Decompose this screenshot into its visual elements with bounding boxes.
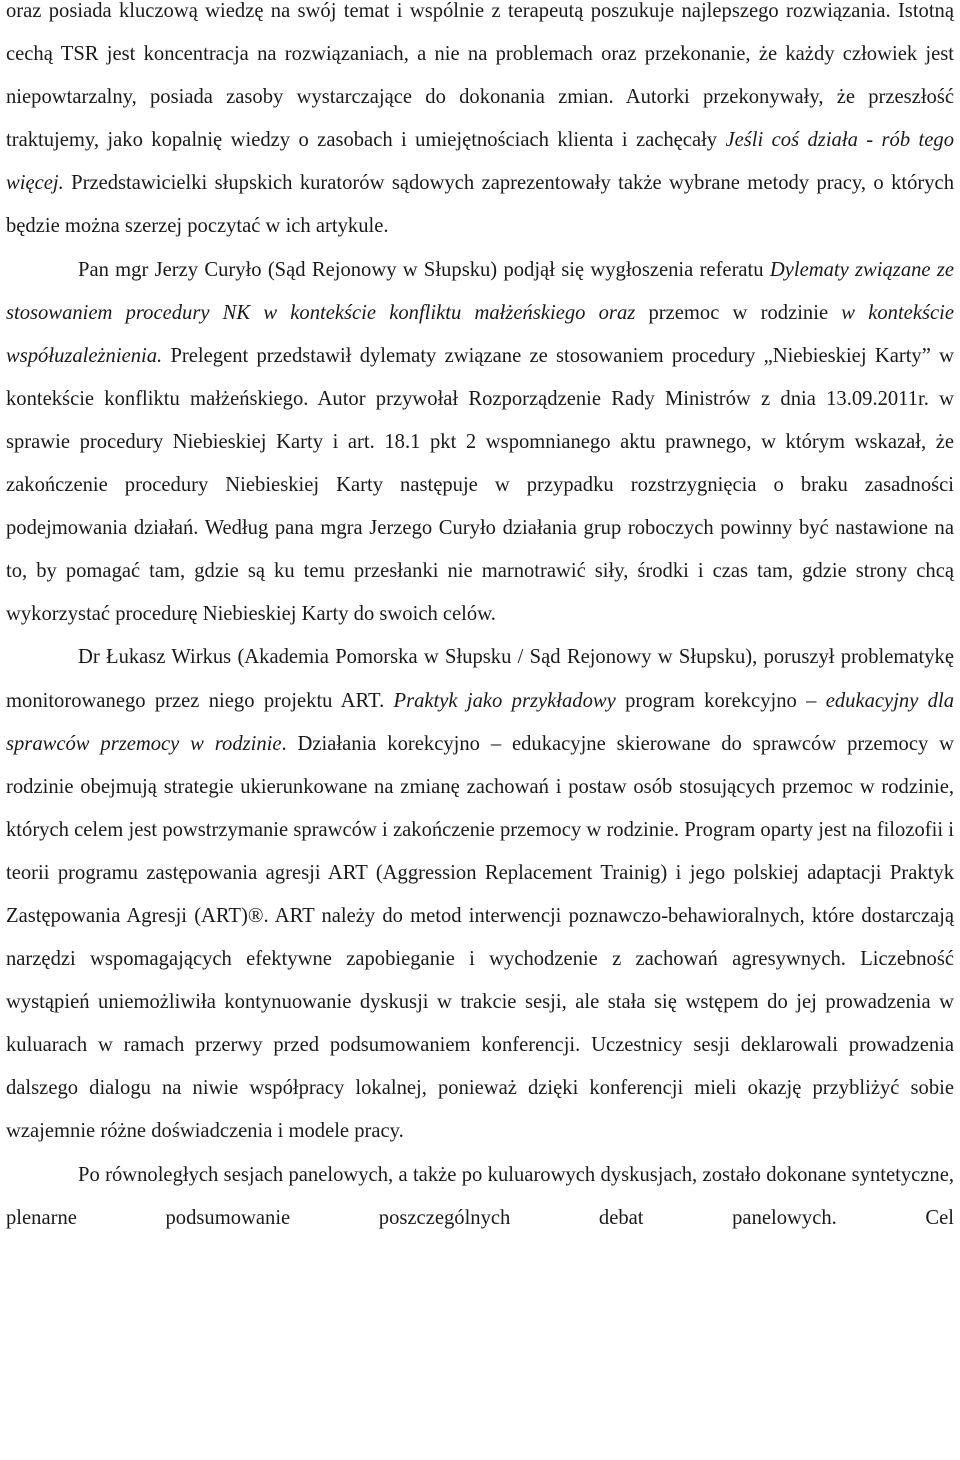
text-run: oraz posiada kluczową wiedzę na swój temat i wspólnie z terapeutą poszukuje najlepszego rozwiązania. Istotną cechą TSR jest koncentracja na rozwiązaniach, a nie na problemach oraz przekonanie, że każdy człowiek jest niepowtarzalny, posiada zasoby wystarczające do dokonania zmian. Autorki przekonywały, że przeszłość traktujemy, jako kopalnię wiedzy o zasobach i umiejętnościach klienta i zachęcały [6, 0, 954, 152]
text-run: program korekcyjno – [615, 689, 826, 712]
text-run: Po równoległych sesjach panelowych, a także po kuluarowych dyskusjach, zostało dokonane syntetyczne, plenarne podsumowanie poszczególnych debat panelowych. Cel [6, 1163, 954, 1229]
paragraph-curylo [6, 249, 954, 637]
text-run: Prelegent przedstawił dylematy związane ze stosowaniem procedury „Niebieskiej Karty” w kontekście konfliktu małżeńskiego. Autor przywołał Rozporządzenie Rady Ministrów z dnia 13.09.2011r. w sprawie procedury Niebieskiej Karty i art. 18.1 pkt 2 wspomnianego aktu prawnego, w którym wskazał, że zakończenie procedury Niebieskiej Karty następuje w przypadku rozstrzygnięcia o braku zasadności podejmowania działań. Według pana mgra Jerzego Curyło działania grup roboczych powinny być nastawione na to, by pomagać tam, gdzie są ku temu przesłanki nie marnotrawić siły, środki i czas tam, gdzie strony chcą wykorzystać procedurę Niebieskiej Karty do swoich celów. [6, 344, 954, 626]
text-run: przemoc w rodzinie [635, 301, 842, 324]
paragraph-wirkus [6, 636, 954, 1153]
text-run: Pan mgr Jerzy Curyło (Sąd Rejonowy w Słupsku) podjął się wygłoszenia referatu [78, 258, 770, 281]
italic-run: w kontekście współuzależnienia. [6, 301, 954, 367]
document-page [6, 0, 954, 1240]
text-run: Przedstawicielki słupskich kuratorów sądowych zaprezentowały także wybrane metody pracy, o których będzie można szerzej poczytać w ich artykule. [6, 172, 954, 238]
paragraph-tsr [6, 0, 954, 249]
paragraph-summary [6, 1154, 954, 1240]
italic-run: Dylematy związane ze stosowaniem procedury NK w kontekście konfliktu małżeńskiego oraz [6, 258, 954, 324]
text-run: . Działania korekcyjno – edukacyjne skierowane do sprawców przemocy w rodzinie obejmują strategie ukierunkowane na zmianę zachowań i postaw osób stosujących przemoc w rodzinie, których celem jest powstrzymanie sprawców i zakończenie przemocy w rodzinie. Program oparty jest na filozofii i teorii programu zastępowania agresji ART (Aggression Replacement Trainig) i jego polskiej adaptacji Praktyk Zastępowania Agresji (ART)®. ART należy do metod interwencji poznawczo-behawioralnych, które dostarczają narzędzi wspomagających efektywne zapobieganie i wychodzenie z zachowań agresywnych. Liczebność wystąpień uniemożliwiła kontynuowanie dyskusji w trakcie sesji, ale stała się wstępem do jej prowadzenia w kuluarach w ramach przerwy przed podsumowaniem konferencji. Uczestnicy sesji deklarowali prowadzenia dalszego dialogu na niwie współpracy lokalnej, ponieważ dzięki konferencji mieli okazję przybliżyć sobie wzajemnie różne doświadczenia i modele pracy. [6, 732, 954, 1143]
italic-run: edukacyjny dla sprawców przemocy w rodzinie [6, 689, 954, 755]
italic-run: Jeśli coś działa - rób tego więcej. [6, 129, 954, 195]
italic-run: Praktyk jako przykładowy [393, 689, 616, 712]
text-run: Dr Łukasz Wirkus (Akademia Pomorska w Słupsku / Sąd Rejonowy w Słupsku), poruszył problematykę monitorowanego przez niego projektu ART. [6, 646, 954, 712]
